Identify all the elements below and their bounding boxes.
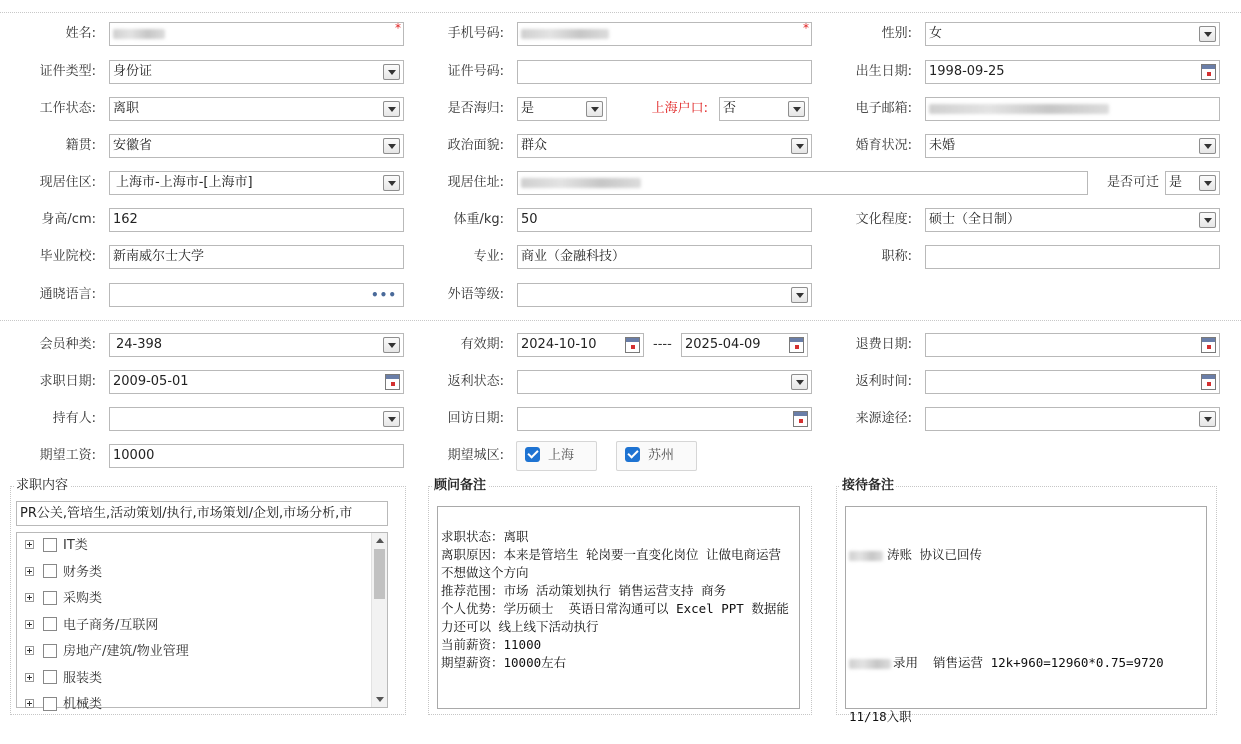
- chevron-down-icon[interactable]: [788, 101, 805, 117]
- advisor-notes-title: 顾问备注: [434, 478, 487, 493]
- member-type-select[interactable]: 24-398: [109, 333, 404, 357]
- reception-notes-title: 接待备注: [842, 478, 895, 493]
- education-label: 文化程度:: [855, 212, 912, 227]
- rebate-status-label: 返利状态:: [447, 374, 504, 389]
- foreign-level-label: 外语等级:: [447, 287, 504, 302]
- expand-icon[interactable]: [25, 673, 34, 682]
- email-label: 电子邮箱:: [855, 101, 912, 116]
- weight-label: 体重/kg:: [453, 212, 504, 227]
- reception-line-1: 涛账 协议已回传: [849, 546, 1203, 564]
- chevron-down-icon[interactable]: [1199, 138, 1216, 154]
- calendar-icon[interactable]: [625, 337, 640, 353]
- residence-area-label: 现居住区:: [39, 175, 96, 190]
- foreign-level-select[interactable]: [517, 283, 812, 307]
- required-marker: *: [395, 21, 401, 35]
- expected-city-label: 期望城区:: [447, 448, 504, 463]
- chevron-down-icon[interactable]: [1199, 26, 1216, 42]
- reception-line-3: 11/18入职: [849, 709, 912, 724]
- blurred-address: [521, 178, 641, 188]
- id-number-label: 证件号码:: [447, 64, 504, 79]
- more-icon[interactable]: •••: [370, 288, 397, 302]
- chevron-down-icon[interactable]: [1199, 411, 1216, 427]
- chevron-down-icon[interactable]: [383, 101, 400, 117]
- advisor-notes-textarea[interactable]: 求职状态：离职 离职原因：本来是管培生 轮岗要一直变化岗位 让做电商运营 不想做这个方向 推荐范围：市场 活动策划执行 销售运营支持 商务 个人优势：学历硕士 英语日常沟通可以 Excel PPT 数据能力还可以 线上线下活动执行 当前薪资：11000 期望薪资：10000左右: [437, 506, 800, 709]
- political-status-label: 政治面貌:: [447, 138, 504, 153]
- id-type-select[interactable]: 身份证: [109, 60, 404, 84]
- tree-item-label: 房地产/建筑/物业管理: [63, 644, 189, 659]
- tree-item-label: 财务类: [63, 564, 103, 580]
- blurred-name: [113, 29, 165, 39]
- calendar-icon[interactable]: [1201, 337, 1216, 353]
- city-checkbox-shanghai[interactable]: 上海: [516, 441, 597, 471]
- native-place-select[interactable]: 安徽省: [109, 134, 404, 158]
- checkbox[interactable]: [43, 670, 57, 684]
- birth-date-label: 出生日期:: [855, 64, 912, 79]
- blurred-name: [849, 659, 891, 669]
- phone-field[interactable]: [517, 22, 812, 46]
- shanghai-hukou-select[interactable]: 否: [719, 97, 809, 121]
- refund-date-field[interactable]: [925, 333, 1220, 357]
- scroll-thumb[interactable]: [374, 549, 385, 599]
- phone-label: 手机号码:: [447, 26, 504, 41]
- calendar-icon[interactable]: [789, 337, 804, 353]
- checkbox[interactable]: [43, 697, 57, 711]
- reception-line-2: 录用 销售运营 12k+960=12960*0.75=9720: [849, 654, 1203, 672]
- validity-start-field[interactable]: 2024-10-10: [517, 333, 644, 357]
- reception-blank-line: [849, 600, 1203, 618]
- tree-item[interactable]: [17, 639, 387, 666]
- name-label: 姓名:: [65, 26, 96, 41]
- chevron-down-icon[interactable]: [1199, 212, 1216, 228]
- expected-salary-label: 期望工资:: [39, 448, 96, 463]
- expand-icon[interactable]: [25, 620, 34, 629]
- required-marker: *: [803, 21, 809, 35]
- school-field[interactable]: 新南威尔士大学: [109, 245, 404, 269]
- checkbox-checked-icon[interactable]: [625, 447, 640, 462]
- title-field[interactable]: [925, 245, 1220, 269]
- id-type-label: 证件类型:: [39, 64, 96, 79]
- checkbox[interactable]: [43, 644, 57, 658]
- height-label: 身高/cm:: [41, 212, 96, 227]
- job-category-tree[interactable]: [16, 532, 388, 712]
- refund-date-label: 退费日期:: [855, 337, 912, 352]
- chevron-down-icon[interactable]: [586, 101, 603, 117]
- returnee-label: 是否海归:: [447, 101, 504, 116]
- scroll-down-icon[interactable]: [376, 697, 384, 702]
- residence-area-select[interactable]: 上海市-上海市-[上海市]: [109, 171, 404, 195]
- tree-item-label: 电子商务/互联网: [63, 617, 159, 633]
- scroll-up-icon[interactable]: [376, 538, 384, 543]
- tree-item-label: 机械类: [63, 697, 103, 712]
- name-field[interactable]: [109, 22, 404, 46]
- tree-item[interactable]: [17, 692, 387, 719]
- job-category-list: [17, 533, 387, 719]
- expand-icon[interactable]: [25, 646, 34, 655]
- major-field[interactable]: 商业（金融科技）: [517, 245, 812, 269]
- tree-item[interactable]: [17, 666, 387, 693]
- city-checkbox-suzhou[interactable]: 苏州: [616, 441, 697, 471]
- chevron-down-icon[interactable]: [383, 64, 400, 80]
- height-field[interactable]: 162: [109, 208, 404, 232]
- languages-field[interactable]: [109, 283, 404, 307]
- education-select[interactable]: 硕士（全日制）: [925, 208, 1220, 232]
- validity-end-field[interactable]: 2025-04-09: [681, 333, 808, 357]
- expand-icon[interactable]: [25, 540, 34, 549]
- chevron-down-icon[interactable]: [1199, 175, 1216, 191]
- rebate-status-select[interactable]: [517, 370, 812, 394]
- school-label: 毕业院校:: [39, 249, 96, 264]
- job-content-selected-field[interactable]: PR公关,管培生,活动策划/执行,市场策划/企划,市场分析,市: [16, 501, 388, 526]
- date-range-separator: ----: [653, 337, 672, 352]
- native-place-label: 籍贯:: [65, 138, 96, 153]
- chevron-down-icon[interactable]: [383, 138, 400, 154]
- checkbox[interactable]: [43, 538, 57, 552]
- chevron-down-icon[interactable]: [383, 337, 400, 353]
- expected-salary-field[interactable]: 10000: [109, 444, 404, 468]
- birth-date-field[interactable]: 1998-09-25: [925, 60, 1220, 84]
- expand-icon[interactable]: [25, 699, 34, 708]
- job-date-field[interactable]: 2009-05-01: [109, 370, 404, 394]
- major-label: 专业:: [473, 249, 504, 264]
- chevron-down-icon[interactable]: [791, 374, 808, 390]
- checkbox[interactable]: [43, 591, 57, 605]
- tree-item-label: 服装类: [63, 670, 103, 686]
- title-label: 职称:: [881, 249, 912, 264]
- tree-item[interactable]: [17, 586, 387, 613]
- residence-address-field[interactable]: [517, 171, 1088, 195]
- top-divider: [0, 12, 1241, 13]
- calendar-icon[interactable]: [1201, 64, 1216, 80]
- calendar-icon[interactable]: [793, 411, 808, 427]
- source-label: 来源途径:: [855, 411, 912, 426]
- holder-label: 持有人:: [52, 411, 96, 426]
- email-field[interactable]: [925, 97, 1220, 121]
- rebate-time-field[interactable]: [925, 370, 1220, 394]
- blurred-email: [929, 104, 1109, 114]
- id-number-field[interactable]: [517, 60, 812, 84]
- validity-label: 有效期:: [460, 337, 504, 352]
- returnee-select[interactable]: 是: [517, 97, 607, 121]
- political-status-select[interactable]: 群众: [517, 134, 812, 158]
- tree-scrollbar[interactable]: [371, 533, 387, 707]
- expand-icon[interactable]: [25, 567, 34, 576]
- calendar-icon[interactable]: [385, 374, 400, 390]
- gender-select[interactable]: 女: [925, 22, 1220, 46]
- chevron-down-icon[interactable]: [383, 411, 400, 427]
- job-content-title: 求职内容: [16, 478, 69, 493]
- revisit-date-label: 回访日期:: [447, 411, 504, 426]
- calendar-icon[interactable]: [1201, 374, 1216, 390]
- relocatable-select[interactable]: 是: [1165, 171, 1220, 195]
- marital-status-select[interactable]: 未婚: [925, 134, 1220, 158]
- languages-label: 通晓语言:: [39, 287, 96, 302]
- source-select[interactable]: [925, 407, 1220, 431]
- revisit-date-field[interactable]: [517, 407, 812, 431]
- tree-item[interactable]: [17, 533, 387, 560]
- blurred-phone: [521, 29, 609, 39]
- work-status-label: 工作状态:: [39, 101, 96, 116]
- tree-item-label: IT类: [63, 538, 88, 553]
- chevron-down-icon[interactable]: [791, 287, 808, 303]
- reception-notes-textarea[interactable]: [845, 506, 1207, 724]
- checkbox[interactable]: [43, 564, 57, 578]
- weight-field[interactable]: 50: [517, 208, 812, 232]
- relocatable-label: 是否可迁: [1106, 175, 1159, 190]
- marital-status-label: 婚育状况:: [855, 138, 912, 153]
- residence-address-label: 现居住址:: [447, 175, 504, 190]
- tree-item-label: 采购类: [63, 591, 103, 606]
- work-status-select[interactable]: 离职: [109, 97, 404, 121]
- holder-select[interactable]: [109, 407, 404, 431]
- rebate-time-label: 返利时间:: [855, 374, 912, 389]
- chevron-down-icon[interactable]: [383, 175, 400, 191]
- gender-label: 性别:: [881, 26, 912, 41]
- section-divider: [0, 320, 1241, 321]
- chevron-down-icon[interactable]: [791, 138, 808, 154]
- tree-item[interactable]: [17, 560, 387, 587]
- member-type-label: 会员种类:: [39, 337, 96, 352]
- job-date-label: 求职日期:: [39, 374, 96, 389]
- checkbox-checked-icon[interactable]: [525, 447, 540, 462]
- checkbox[interactable]: [43, 617, 57, 631]
- blurred-name: [849, 551, 883, 561]
- expand-icon[interactable]: [25, 593, 34, 602]
- shanghai-hukou-label: 上海户口:: [651, 101, 708, 116]
- tree-item[interactable]: [17, 613, 387, 640]
